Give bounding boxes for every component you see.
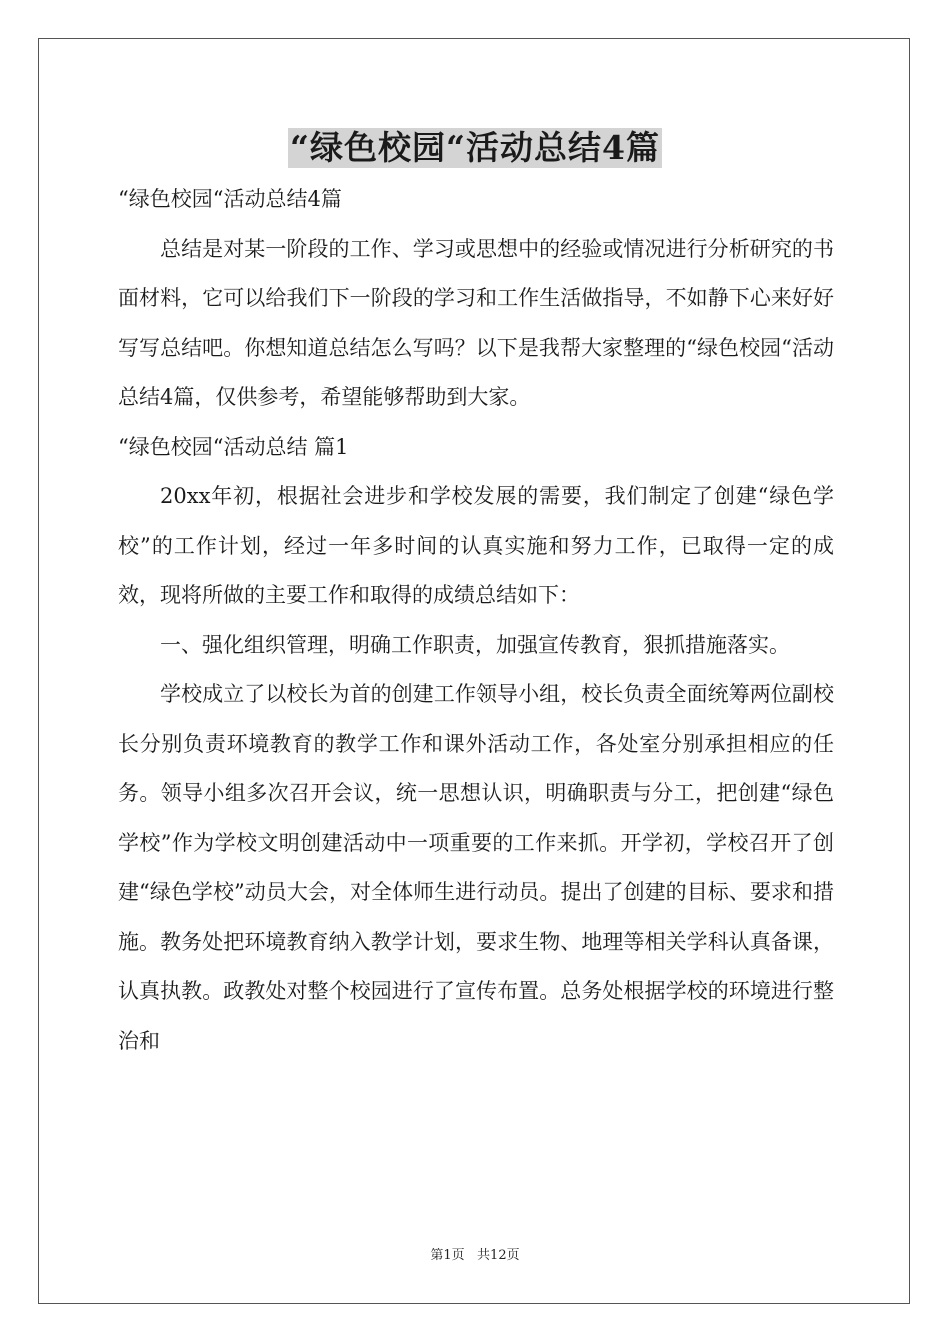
page-number: 第1页 共12页 xyxy=(430,1248,520,1263)
document-title: “绿色校园“活动总结4篇 xyxy=(290,128,660,167)
paragraph: 学校成立了以校长为首的创建工作领导小组，校长负责全面统筹两位副校长分别负责环境教育的教学工作和课外活动工作，各处室分别承担相应的任务。领导小组多次召开会议，统一思想认识，明确职责与分工，把创建“绿色学校”作为学校文明创建活动中一项重要的工作来抓。开学初，学校召开了创建“绿色学校”动员大会，对全体师生进行动员。提出了创建的目标、要求和措施。教务处把环境教育纳入教学计划，要求生物、地理等相关学科认真备课，认真执教。政教处对整个校园进行了宣传布置。总务处根据学校的环境进行整治和 xyxy=(118,682,834,1053)
document-body xyxy=(118,175,834,1066)
paragraph: 一、强化组织管理，明确工作职责，加强宣传教育，狠抓措施落实。 xyxy=(160,632,790,657)
paragraph: “绿色校园“活动总结4篇 xyxy=(118,187,342,211)
paragraph: 20xx年初，根据社会进步和学校发展的需要，我们制定了创建“绿色学校”的工作计划，经过一年多时间的认真实施和努力工作，已取得一定的成效，现将所做的主要工作和取得的成绩总结如下： xyxy=(118,484,834,607)
paragraph: 总结是对某一阶段的工作、学习或思想中的经验或情况进行分析研究的书面材料，它可以给我们下一阶段的学习和工作生活做指导，不如静下心来好好写写总结吧。你想知道总结怎么写吗？以下是我帮大家整理的“绿色校园“活动总结4篇，仅供参考，希望能够帮助到大家。 xyxy=(118,236,834,409)
paragraph: “绿色校园“活动总结 篇1 xyxy=(118,434,349,459)
title-container xyxy=(0,128,950,168)
page-footer xyxy=(0,1244,950,1263)
